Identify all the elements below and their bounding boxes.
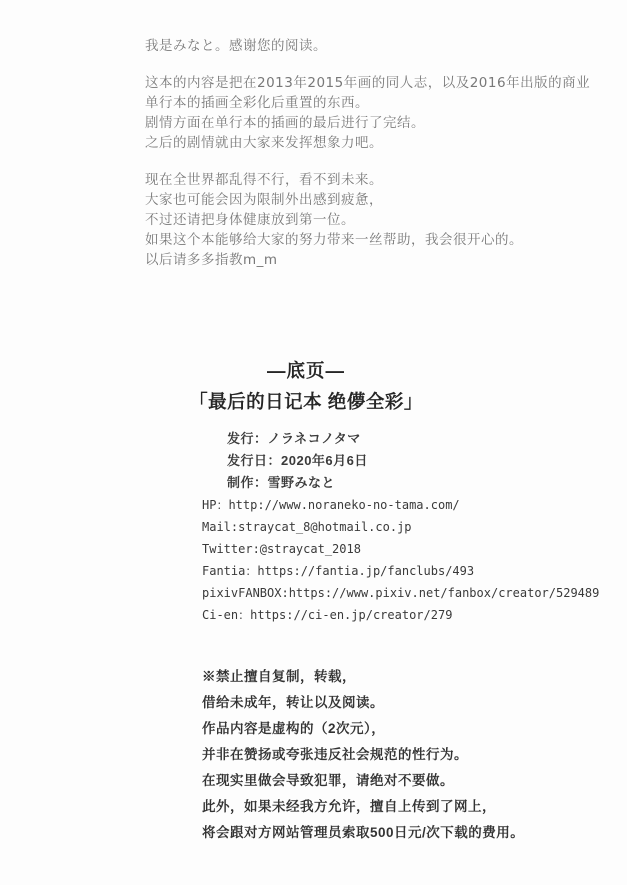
credit-line-fantia: Fantia：https://fantia.jp/fanclubs/493 — [202, 564, 475, 578]
credit-line-publisher: 发行：ノラネコノタマ — [227, 431, 361, 446]
afterword-line: 不过还请把身体健康放到第一位。 — [145, 212, 355, 228]
notice-line: ※禁止擅自复制，转载， — [202, 669, 356, 684]
notice-line: 作品内容是虚构的（2次元）， — [202, 721, 386, 736]
afterword-line: 我是みなと。感谢您的阅读。 — [145, 38, 327, 54]
credit-line-publish-date: 发行日：2020年6月6日 — [227, 453, 368, 468]
credit-line-hp: HP：http://www.noraneko-no-tama.com/ — [202, 498, 460, 512]
book-title: 「最后的日记本 绝儚全彩」 — [189, 391, 423, 412]
afterword-line: 如果这个本能够给大家的努力带来一丝帮助，我会很开心的。 — [145, 232, 523, 248]
afterword-line: 这本的内容是把在2013年2015年画的同人志，以及2016年出版的商业 — [145, 75, 591, 91]
afterword-paragraph-contents — [145, 73, 591, 153]
credits-block — [202, 428, 599, 626]
afterword-text-block — [145, 36, 591, 270]
afterword-line: 以后请多多指教m_m — [145, 252, 278, 268]
afterword-line: 现在全世界都乱得不行，看不到未来。 — [145, 172, 383, 188]
credit-line-mail: Mail:straycat_8@hotmail.co.jp — [202, 520, 412, 534]
afterword-line: 之后的剧情就由大家来发挥想象力吧。 — [145, 135, 383, 151]
credit-line-production: 制作：雪野みなと — [227, 475, 336, 490]
afterword-paragraph-greeting — [145, 36, 565, 56]
notice-line: 此外，如果未经我方允许，擅自上传到了网上， — [202, 799, 496, 814]
notice-line: 借给未成年，转让以及阅读。 — [202, 695, 384, 710]
afterword-line: 单行本的插画全彩化后重置的东西。 — [145, 95, 369, 111]
credit-line-twitter: Twitter:@straycat_2018 — [202, 542, 361, 556]
section-heading: —底页— — [266, 360, 345, 381]
afterword-paragraph-wishes — [145, 170, 565, 270]
notice-line: 将会跟对方网站管理员索取500日元/次下载的费用。 — [202, 825, 525, 840]
afterword-line: 剧情方面在单行本的插画的最后进行了完结。 — [145, 115, 425, 131]
credit-line-ci-en: Ci-en：https://ci-en.jp/creator/279 — [202, 608, 453, 622]
notice-block — [202, 664, 524, 846]
notice-line: 并非在赞扬或夸张违反社会规范的性行为。 — [202, 747, 468, 762]
afterword-line: 大家也可能会因为限制外出感到疲惫， — [145, 192, 383, 208]
credit-line-pixiv-fanbox: pixivFANBOX:https://www.pixiv.net/fanbox/creator/529489 — [202, 586, 600, 600]
notice-line: 在现实里做会导致犯罪，请绝对不要做。 — [202, 773, 454, 788]
